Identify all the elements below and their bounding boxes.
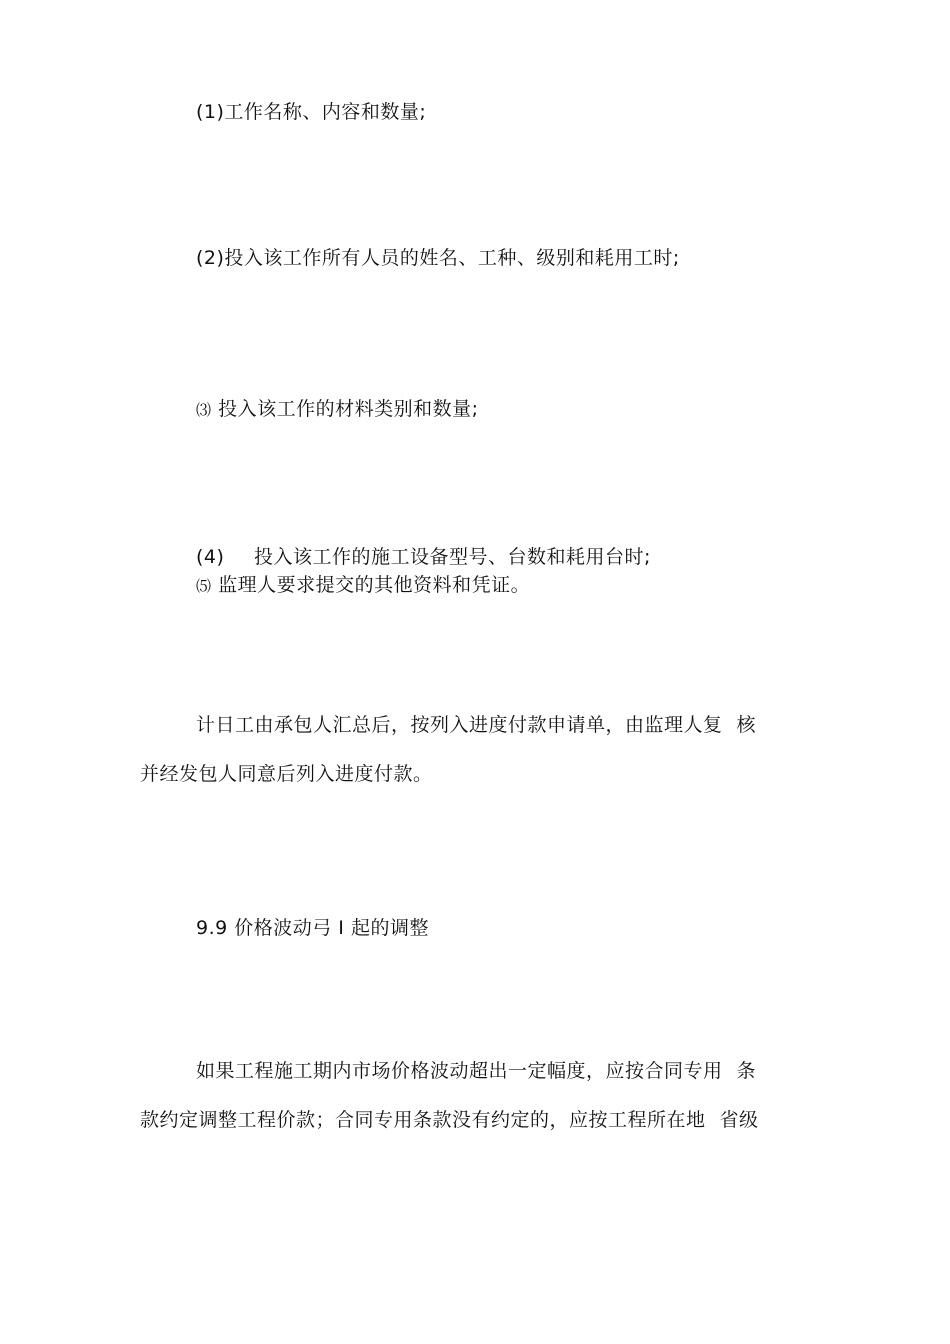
list-item-2-text: (2)投入该工作所有人员的姓名、工种、级别和耗用工时;: [196, 247, 680, 269]
paragraph-1-line-1-end: 核: [736, 714, 757, 736]
list-item-1: [196, 100, 426, 124]
list-item-4: [196, 545, 651, 569]
list-item-3-text: 投入该工作的材料类别和数量;: [218, 398, 479, 420]
list-item-5-text: 监理人要求提交的其他资料和凭证。: [218, 574, 531, 596]
list-item-4-number: (4): [196, 546, 225, 568]
paragraph-2-line-2: [140, 1108, 759, 1132]
list-item-5: [196, 573, 530, 598]
section-heading: [196, 916, 429, 940]
paragraph-2-line-1-main: 如果工程施工期内市场价格波动超出一定幅度，应按合同专用: [196, 1060, 723, 1082]
paragraph-2-line-2-main: 款约定调整工程价款；合同专用条款没有约定的，应按工程所在地: [140, 1109, 706, 1131]
list-item-1-text: (1)工作名称、内容和数量;: [196, 101, 427, 123]
list-item-4-text: 投入该工作的施工设备型号、台数和耗用台时;: [254, 546, 651, 568]
list-item-5-number: ⑸: [196, 577, 212, 595]
list-item-3-number: ⑶: [196, 401, 212, 419]
section-heading-text: 9.9 价格波动弓 I 起的调整: [196, 917, 429, 939]
paragraph-2-line-1-end: 条: [736, 1060, 757, 1082]
paragraph-1-line-1-main: 计日工由承包人汇总后，按列入进度付款申请单，由监理人复: [196, 714, 723, 736]
paragraph-2-line-1: [196, 1059, 756, 1083]
paragraph-1-line-2-text: 并经发包人同意后列入进度付款。: [140, 763, 433, 785]
paragraph-2-line-2-end: 省级: [719, 1109, 759, 1131]
list-item-2: [196, 246, 680, 270]
paragraph-1-line-1: [196, 713, 756, 737]
list-item-3: [196, 397, 478, 422]
paragraph-1-line-2: [140, 762, 433, 786]
